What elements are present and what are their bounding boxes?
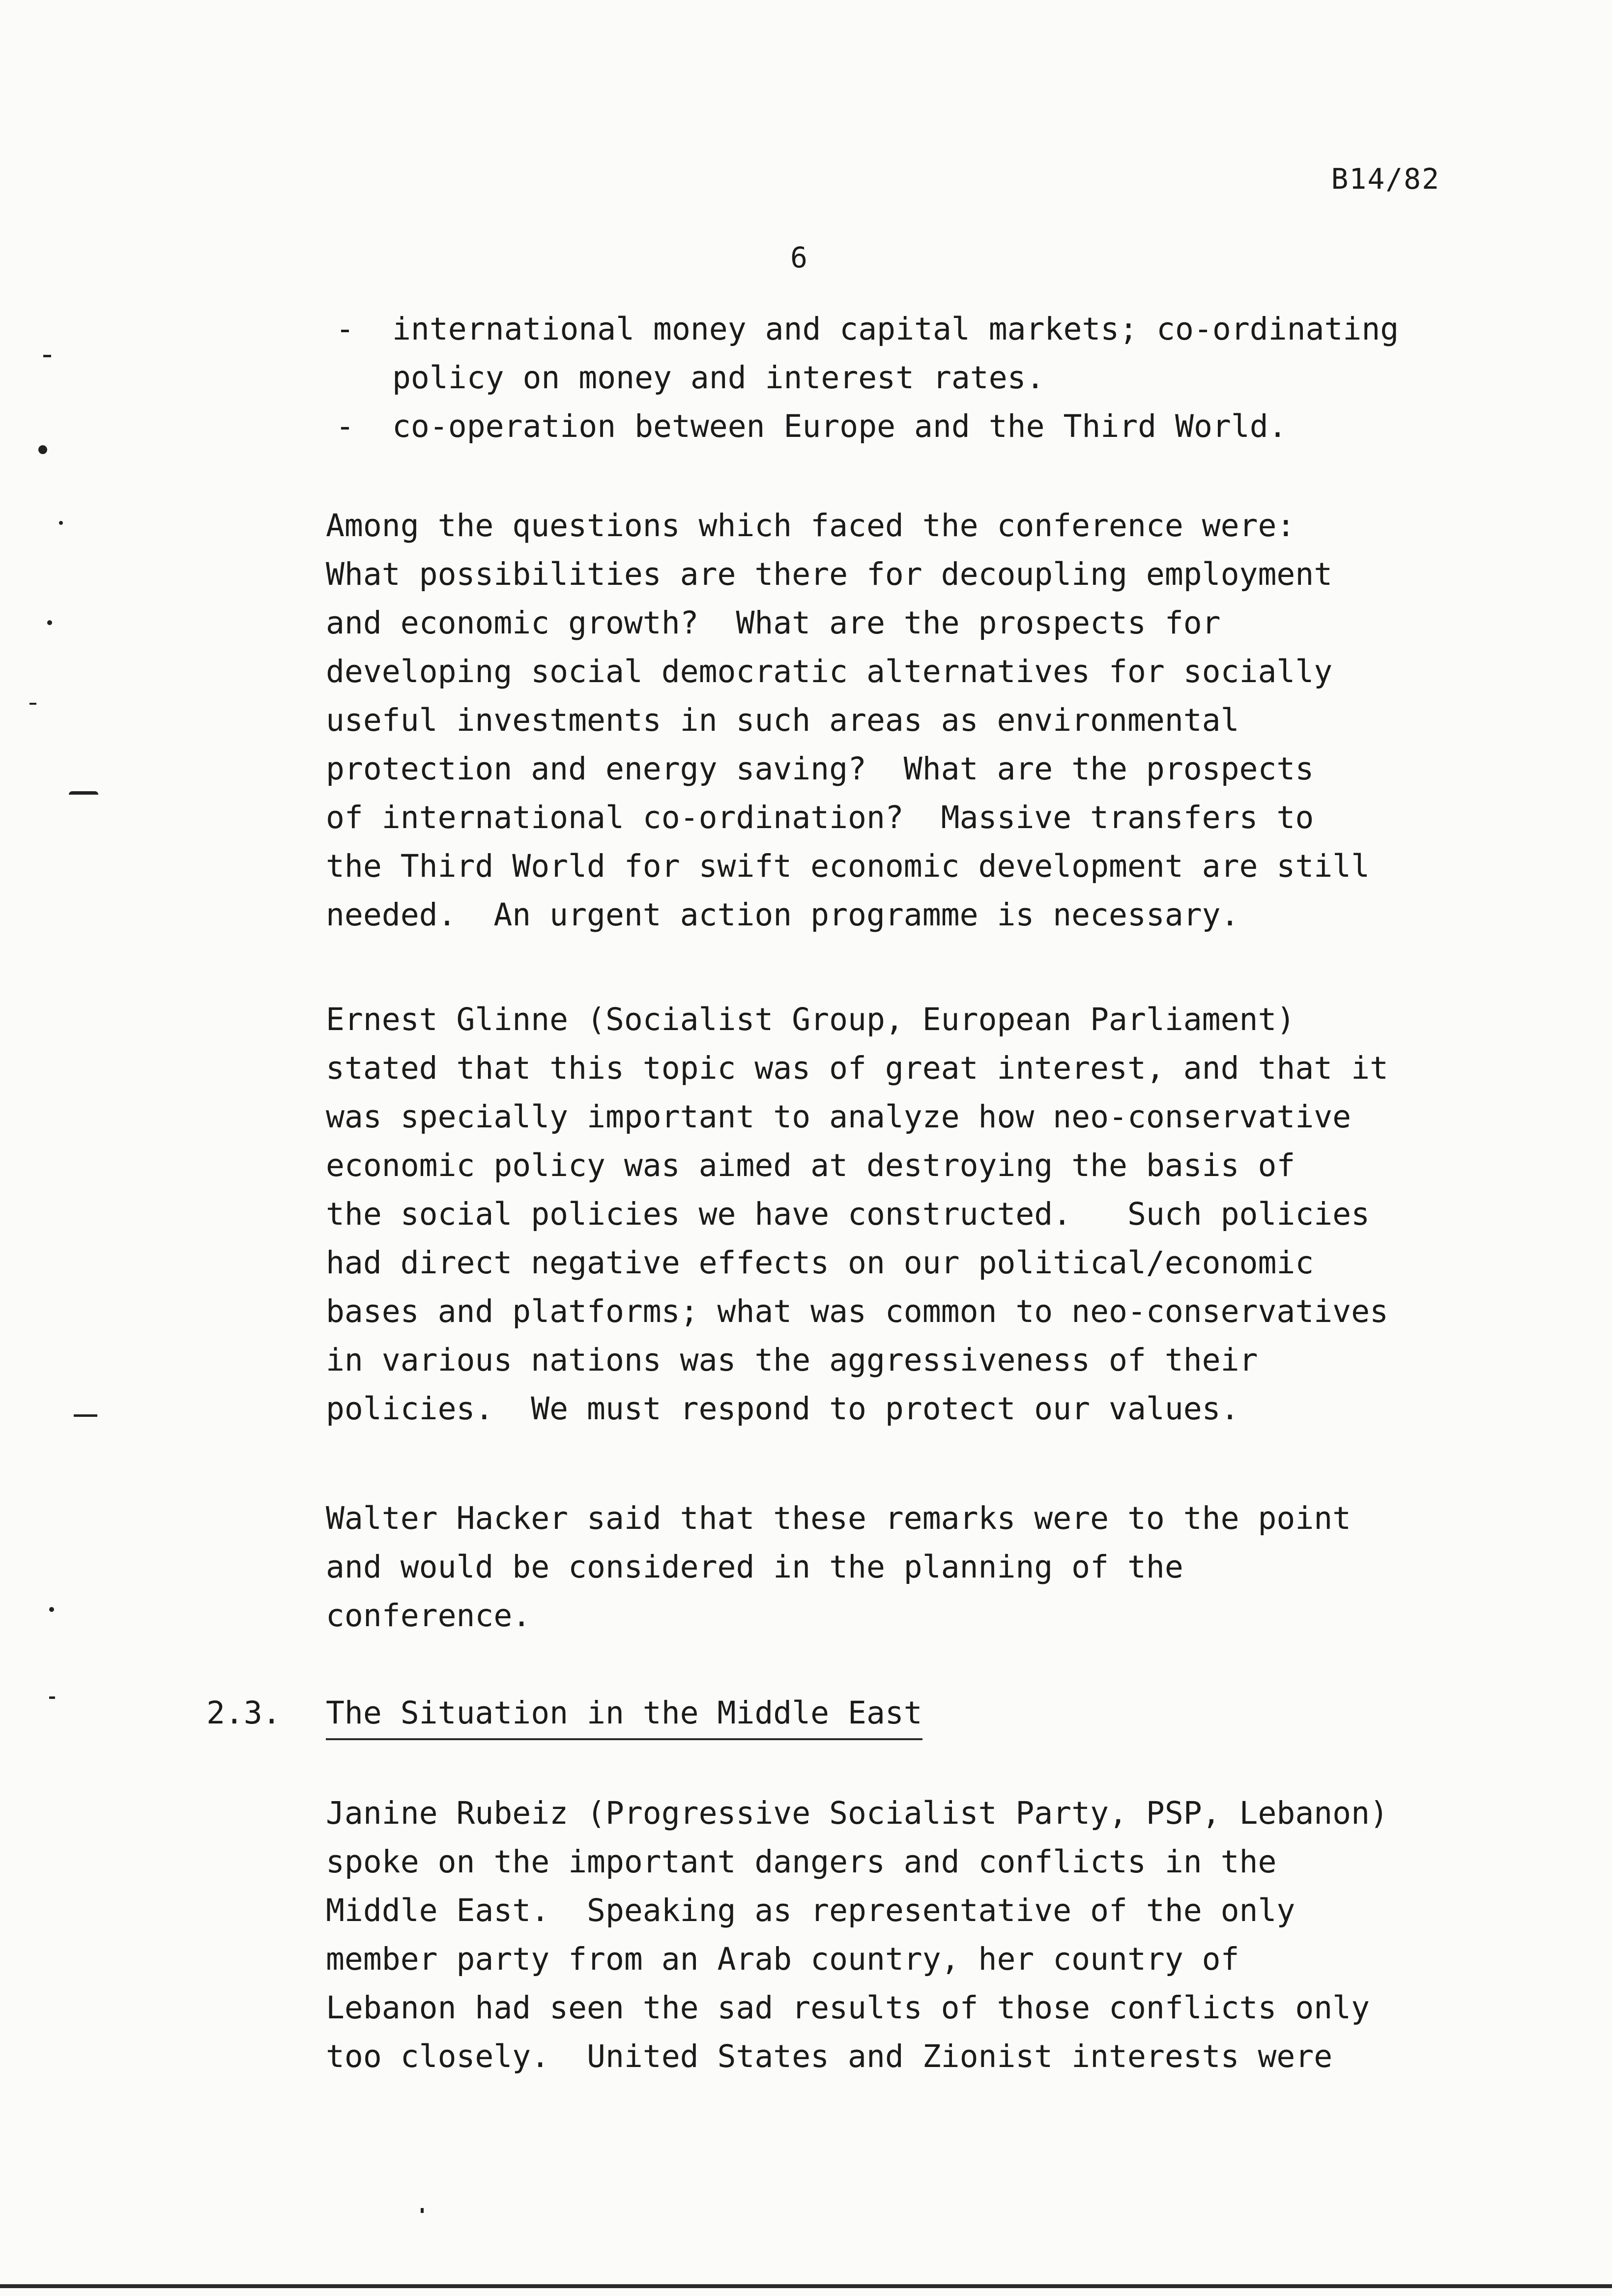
text-line: economic policy was aimed at destroying the basis of bbox=[326, 1148, 1295, 1183]
scan-speck bbox=[38, 445, 47, 454]
scan-speck bbox=[74, 1414, 97, 1417]
list-item-continuation: policy on money and interest rates. bbox=[392, 360, 1045, 396]
text-line: the Third World for swift economic development are still bbox=[326, 848, 1370, 884]
text-line: What possibilities are there for decoupling employment bbox=[326, 556, 1333, 592]
section-title: The Situation in the Middle East bbox=[326, 1689, 922, 1740]
paragraph-glinne bbox=[326, 995, 1471, 1433]
scan-speck bbox=[29, 703, 36, 705]
scan-speck bbox=[69, 791, 98, 795]
paragraph-rubeiz bbox=[326, 1789, 1471, 2081]
text-line: of international co-ordination? Massive transfers to bbox=[326, 800, 1314, 835]
text-line: Lebanon had seen the sad results of those conflicts only bbox=[326, 1990, 1370, 2026]
text-line: Walter Hacker said that these remarks were to the point bbox=[326, 1500, 1352, 1536]
text-line: Ernest Glinne (Socialist Group, European Parliament) bbox=[326, 1002, 1295, 1037]
text-line: Janine Rubeiz (Progressive Socialist Party, PSP, Lebanon) bbox=[326, 1795, 1388, 1831]
scan-speck bbox=[47, 620, 52, 625]
scan-speck bbox=[59, 521, 63, 525]
text-line: developing social democratic alternatives for socially bbox=[326, 654, 1333, 689]
list-item: - international money and capital markets; co-ordinating bbox=[336, 311, 1399, 347]
text-line: and economic growth? What are the prospects for bbox=[326, 605, 1221, 641]
text-line: and would be considered in the planning of the bbox=[326, 1549, 1183, 1585]
list-item: - co-operation between Europe and the Third World. bbox=[336, 408, 1287, 444]
text-line: stated that this topic was of great interest, and that it bbox=[326, 1050, 1388, 1086]
bullet-list bbox=[326, 305, 1471, 451]
scan-speck bbox=[49, 1607, 54, 1612]
paragraph-hacker bbox=[326, 1494, 1471, 1640]
text-line: was specially important to analyze how neo-conservative bbox=[326, 1099, 1352, 1135]
text-line: in various nations was the aggressiveness of their bbox=[326, 1342, 1258, 1378]
text-line: had direct negative effects on our political/economic bbox=[326, 1245, 1314, 1281]
scan-edge-line bbox=[0, 2284, 1612, 2288]
text-line: policies. We must respond to protect our values. bbox=[326, 1391, 1239, 1427]
text-line: spoke on the important dangers and conflicts in the bbox=[326, 1844, 1277, 1880]
text-line: protection and energy saving? What are the prospects bbox=[326, 751, 1314, 787]
scan-speck bbox=[49, 1696, 55, 1699]
page-number: 6 bbox=[790, 241, 807, 274]
text-line: Middle East. Speaking as representative of the only bbox=[326, 1893, 1295, 1928]
scan-speck bbox=[43, 355, 51, 357]
text-line: useful investments in such areas as environmental bbox=[326, 702, 1239, 738]
text-line: bases and platforms; what was common to neo-conservatives bbox=[326, 1293, 1388, 1329]
document-reference: B14/82 bbox=[1331, 162, 1440, 196]
scan-speck bbox=[421, 2208, 424, 2213]
text-line: the social policies we have constructed. Such policies bbox=[326, 1196, 1370, 1232]
section-number: 2.3. bbox=[206, 1695, 281, 1731]
paragraph-questions bbox=[326, 501, 1471, 939]
text-line: Among the questions which faced the conference were: bbox=[326, 508, 1295, 544]
text-line: conference. bbox=[326, 1598, 531, 1634]
text-line: needed. An urgent action programme is necessary. bbox=[326, 897, 1239, 933]
text-line: member party from an Arab country, her country of bbox=[326, 1941, 1239, 1977]
text-line: too closely. United States and Zionist interests were bbox=[326, 2038, 1333, 2074]
